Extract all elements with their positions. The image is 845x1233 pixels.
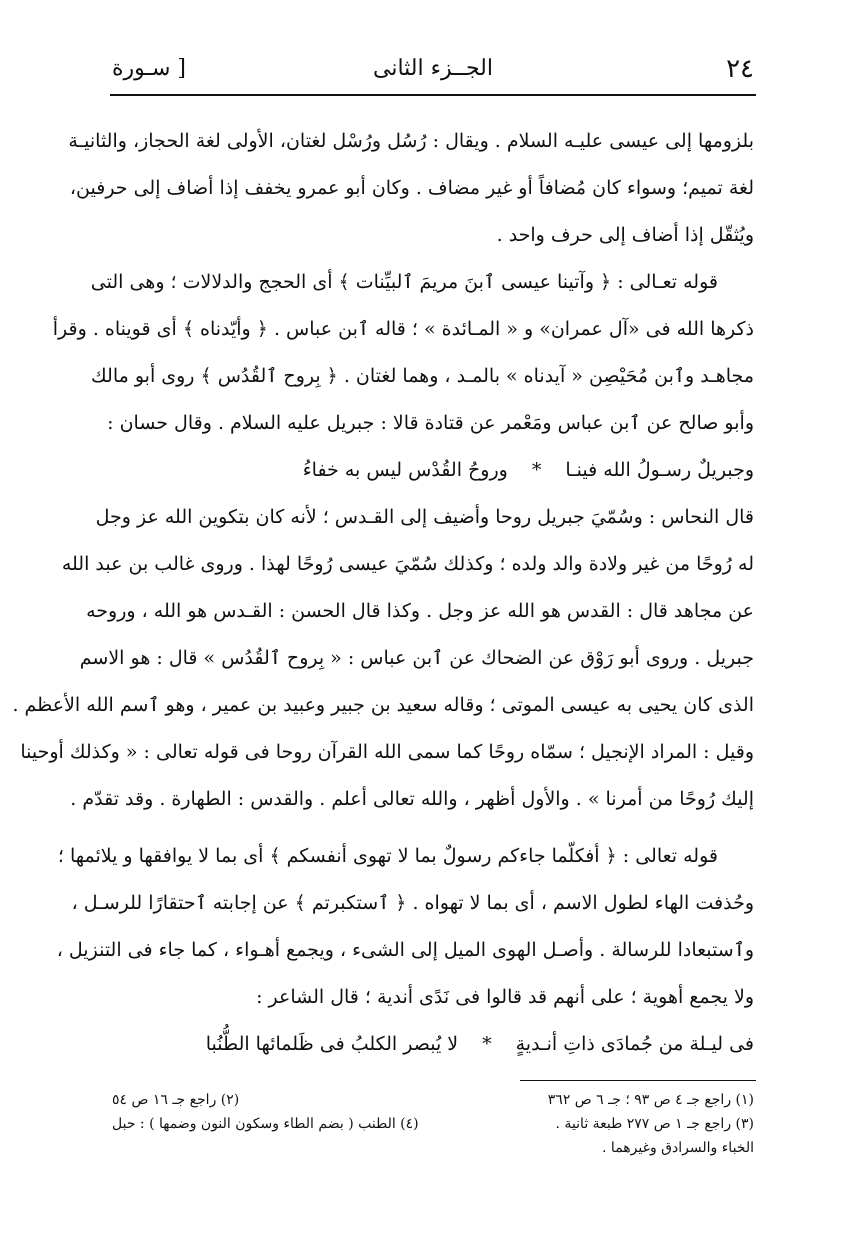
text-line: وقيل : المراد الإنجيل ؛ سمّاه روحًا كما سمى الله القرآن روحا فى قوله تعالى : « وكذلك أوحينا [20, 741, 754, 763]
footnote-row [112, 1112, 754, 1136]
header-rule [110, 94, 756, 96]
footnote-2: (٢) راجع جـ ١٦ ص ٥٤ [112, 1092, 240, 1108]
page-number: ٢٤ [726, 54, 754, 84]
footnotes [112, 1088, 754, 1160]
text-line: عن مجاهد قال : القدس هو الله عز وجل . وكذا قال الحسن : القـدس هو الله ، وروحه [86, 600, 754, 622]
main-text [12, 118, 754, 1068]
footnote-rule [520, 1080, 756, 1081]
verse-separator: * [531, 459, 542, 481]
text-line: وحُذفت الهاء لطول الاسم ، أى بما لا تهواه . ﴿ ٱستكبرتم ﴾ عن إجابته ٱحتقارًا للرسـل ، [71, 892, 754, 914]
text-line: ذكرها الله فى «آل عمران» و « المـائدة » ؛ قاله ٱبن عباس . ﴿ وأيّدناه ﴾ أى قويناه . وقرأ [52, 318, 754, 340]
footnote-1: (١) راجع جـ ٤ ص ٩٣ ؛ جـ ٦ ص ٣٦٢ [547, 1092, 754, 1108]
poetry-verse [112, 447, 754, 494]
paragraph-gap [112, 823, 754, 833]
surah-label-text: سـورة [112, 56, 171, 81]
verse-hemistich-left: وروحُ القُدْس ليس به خفاءُ [302, 459, 508, 481]
surah-label [112, 56, 186, 81]
footnote-4-continuation: الخباء والسرادق وغيرهما . [602, 1140, 754, 1156]
verse-hemistich-right: فى ليـلة من جُمادَى ذاتِ أنـديةٍ [515, 1033, 754, 1055]
text-line: قوله تعالى : ﴿ أفكلّما جاءكم رسولٌ بما لا تهوى أنفسكم ﴾ أى بما لا يوافقها و يلائمها ؛ [57, 845, 718, 867]
verse-separator: * [482, 1033, 492, 1055]
text-line: الذى كان يحيى به عيسى الموتى ؛ وقاله سعيد بن جبير وعبيد بن عمير ، وهو ٱسم الله الأعظم . [12, 694, 754, 716]
footnote-row [112, 1088, 754, 1112]
surah-bracket-icon: [ [170, 56, 186, 81]
footnote-3: (٣) راجع جـ ١ ص ٢٧٧ طبعة ثانية . [555, 1116, 754, 1132]
text-line: له رُوحًا من غير ولادة والد ولده ؛ وكذلك سُمّيَ عيسى رُوحًا لهذا . وروى غالب بن عبد الله [61, 553, 754, 575]
text-line: ويُثقّل إذا أضاف إلى حرف واحد . [496, 224, 754, 246]
text-line: جبريل . وروى أبو رَوْق عن الضحاك عن ٱبن عباس : « بِروح ٱلقُدُس » قال : هو الاسم [79, 647, 754, 669]
verse-hemistich-left: لا يُبصر الكلبُ فى ظَلمائها الطُّنُبا [205, 1033, 459, 1055]
page-header [112, 52, 754, 92]
text-line: قال النحاس : وسُمّيَ جبريل روحا وأضيف إلى القـدس ؛ لأنه كان بتكوين الله عز وجل [95, 506, 754, 528]
footnote-4: (٤) الطنب ( بضم الطاء وسكون النون وضمها ) : حبل [112, 1116, 419, 1132]
text-line: وأبو صالح عن ٱبن عباس ومَعْمر عن قتادة قالا : جبريل عليه السلام . وقال حسان : [107, 412, 754, 434]
text-line: بلزومها إلى عيسى عليـه السلام . ويقال : رُسُل ورُسْل لغتان، الأولى لغة الحجاز، والثانيـة [68, 130, 754, 152]
text-line: ولا يجمع أهوية ؛ على أنهم قد قالوا فى نَدًى أندية ؛ قال الشاعر : [256, 986, 754, 1008]
text-line: مجاهـد وٱبن مُحَيْصِن « آيدناه » بالمـد ، وهما لغتان . ﴿ بِروح ٱلقُدُس ﴾ روى أبو مالك [91, 365, 754, 387]
verse-hemistich-right: وجبريلٌ رسـولُ الله فينـا [565, 459, 754, 481]
text-line: قوله تعـالى : ﴿ وآتينا عيسى ٱبنَ مريمَ ٱلبيِّنات ﴾ أى الحجج والدلالات ؛ وهى التى [90, 271, 718, 293]
poetry-verse [112, 1021, 754, 1068]
text-line: إليك رُوحًا من أمرنا » . والأول أظهر ، والله تعالى أعلم . والقدس : الطهارة . وقد تقدّم . [70, 788, 754, 810]
text-line: لغة تميم؛ وسواء كان مُضافاً أو غير مضاف . وكان أبو عمرو يخفف إذا أضاف إلى حرفين، [69, 177, 754, 199]
text-line: وٱستبعادا للرسالة . وأصـل الهوى الميل إلى الشىء ، ويجمع أهـواء ، كما جاء فى التنزيل ، [56, 939, 754, 961]
running-title: الجــزء الثانى [372, 56, 493, 81]
